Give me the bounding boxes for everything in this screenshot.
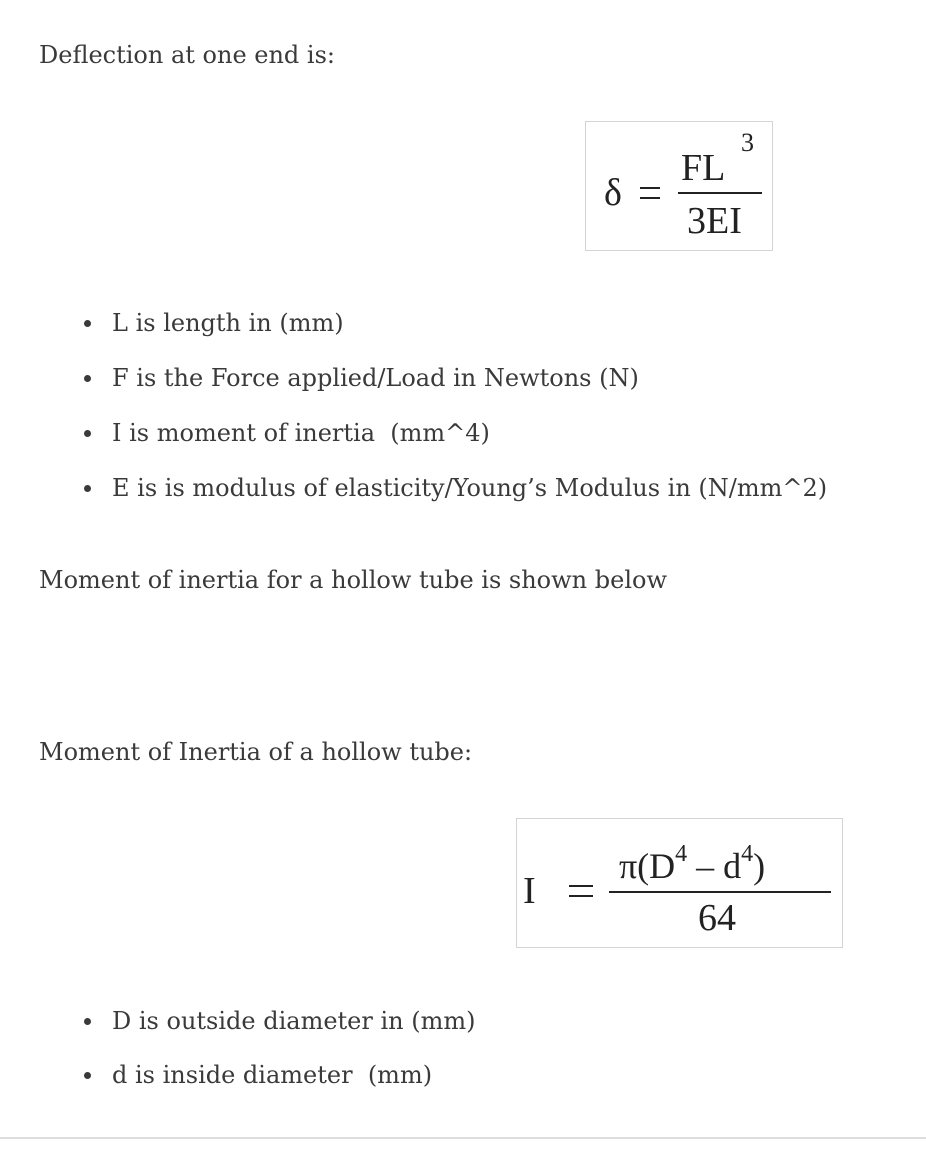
numerator-prefix: π(D (619, 846, 676, 886)
list-item: L is length in (mm) (80, 308, 827, 338)
list-item: I is moment of inertia (mm^4) (80, 418, 827, 448)
equals-sign-bottom (569, 895, 593, 897)
inner-diameter-exponent: 4 (741, 841, 754, 867)
deflection-numerator: FL (681, 147, 726, 189)
deflection-exponent: 3 (741, 128, 754, 157)
numerator-suffix: ) (753, 846, 766, 886)
moment-note: Moment of inertia for a hollow tube is shown below (39, 566, 667, 594)
inertia-denominator: 64 (698, 897, 736, 939)
numerator-middle: – d (687, 846, 742, 886)
list-item: F is the Force applied/Load in Newtons (N) (80, 363, 827, 393)
equals-sign-top (569, 885, 593, 887)
inertia-symbol: I (523, 870, 536, 912)
equals-sign-bottom (640, 197, 660, 199)
inertia-fraction-line (609, 891, 831, 893)
delta-symbol: δ (604, 172, 622, 214)
bottom-divider (0, 1137, 926, 1139)
deflection-formula (585, 121, 773, 251)
inertia-formula (516, 818, 843, 948)
outer-diameter-exponent: 4 (675, 841, 688, 867)
list-item: d is inside diameter (mm) (80, 1060, 476, 1090)
variables-list-deflection (80, 308, 827, 503)
deflection-intro: Deflection at one end is: (39, 41, 336, 69)
inertia-intro: Moment of Inertia of a hollow tube: (39, 738, 473, 766)
equals-sign-top (640, 187, 660, 189)
deflection-denominator: 3EI (687, 200, 742, 242)
list-item: E is is modulus of elasticity/Young’s Modulus in (N/mm^2) (80, 473, 827, 503)
deflection-fraction-line (678, 192, 762, 194)
variables-list-inertia (80, 1006, 476, 1090)
inertia-numerator (619, 841, 766, 886)
list-item: D is outside diameter in (mm) (80, 1006, 476, 1036)
